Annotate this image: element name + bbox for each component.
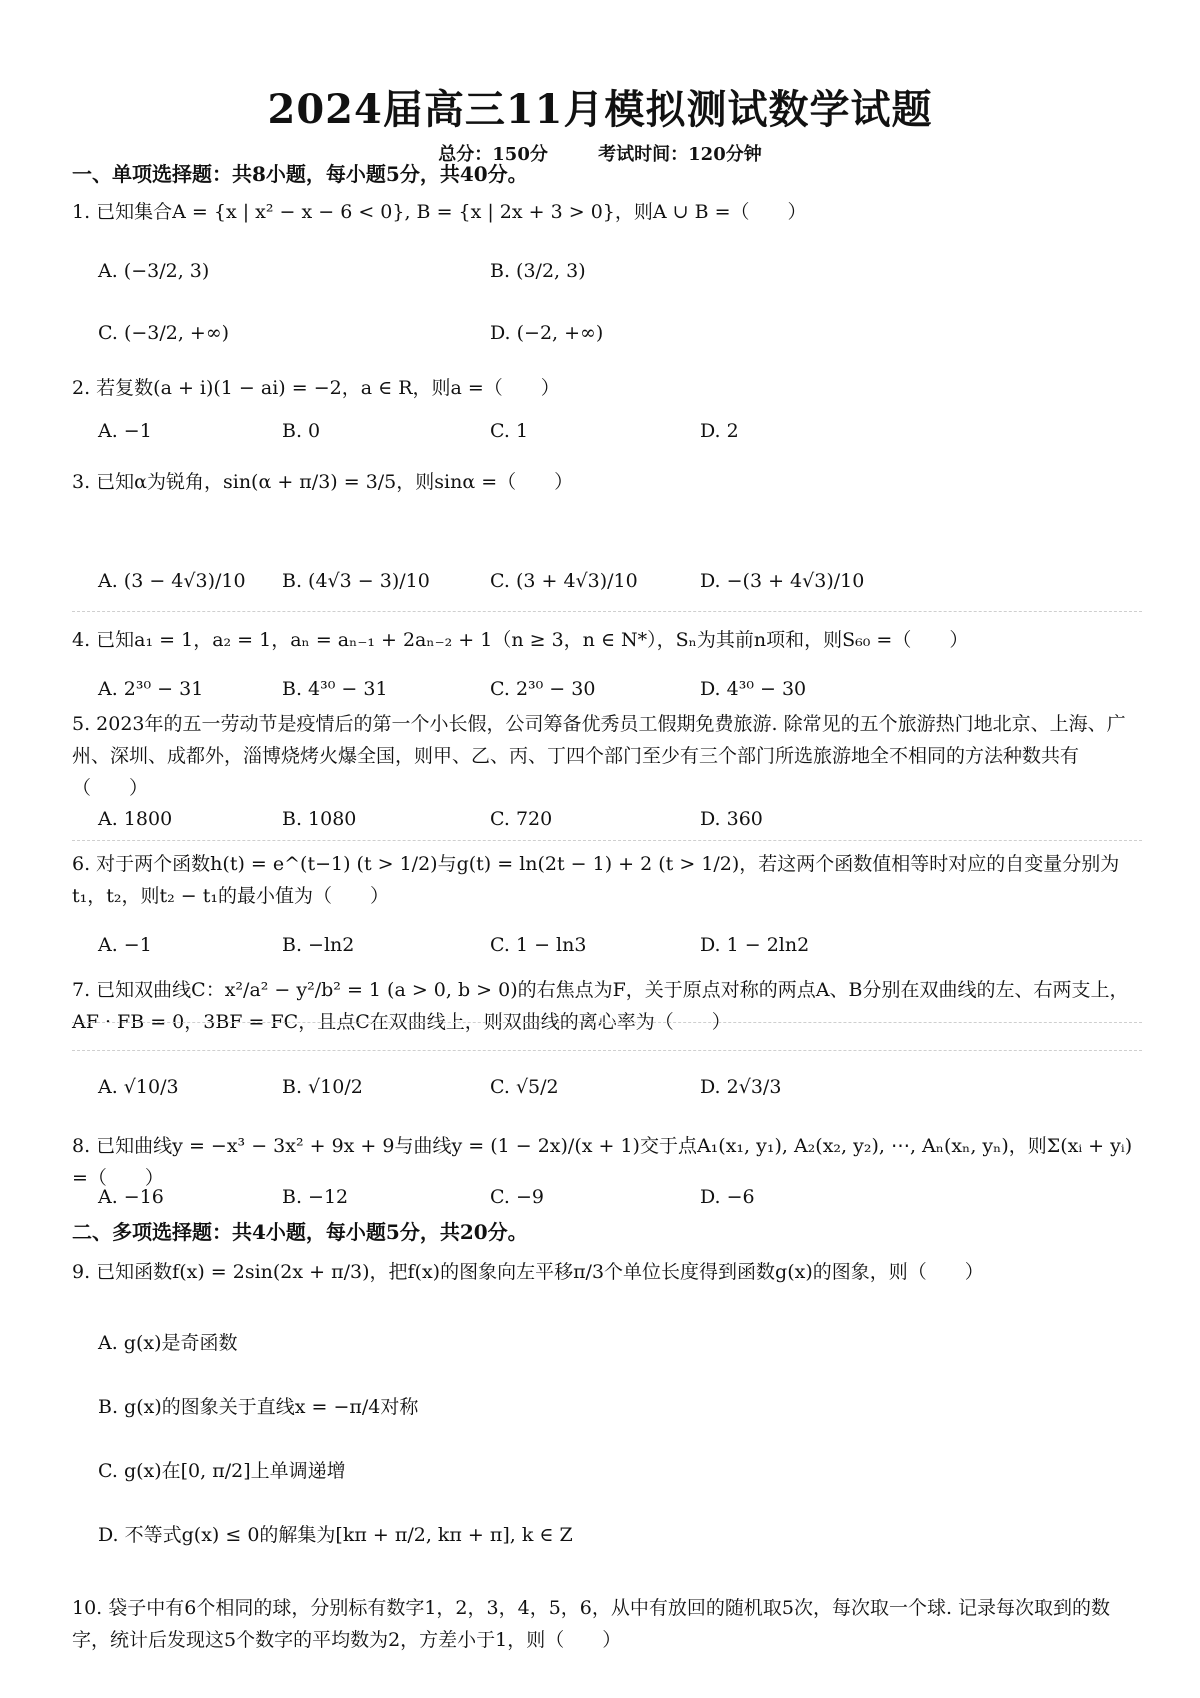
q9-option-d: D. 不等式g(x) ≤ 0的解集为[kπ + π/2, kπ + π], k ∈ Z <box>98 1524 573 1546</box>
q9-option-a: A. g(x)是奇函数 <box>98 1332 238 1354</box>
exam-time: 考试时间：120分钟 <box>598 144 762 165</box>
question-2: 2. 若复数(a + i)(1 − ai) = −2，a ∈ R，则a =（ ） <box>72 377 560 399</box>
section-heading-multiple-choice: 二、多项选择题：共4小题，每小题5分，共20分。 <box>72 1220 528 1244</box>
q2-option-c: C. 1 <box>490 420 529 442</box>
q4-option-d: D. 4³⁰ − 30 <box>700 678 807 700</box>
question-8: 8. 已知曲线y = −x³ − 3x² + 9x + 9与曲线y = (1 − 2x)/(x + 1)交于点A₁(x₁, y₁), A₂(x₂, y₂), ⋯, Aₙ(xₙ, yₙ)，则Σ(xᵢ + yᵢ) =（ ） <box>72 1135 1133 1189</box>
q1-option-d: D. (−2, +∞) <box>490 322 604 344</box>
q3-option-c: C. (3 + 4√3)/10 <box>490 570 638 592</box>
q5-option-a: A. 1800 <box>98 808 173 830</box>
q9-option-c: C. g(x)在[0, π/2]上单调递增 <box>98 1460 346 1482</box>
q1-option-a: A. (−3/2, 3) <box>98 260 210 282</box>
q6-option-d: D. 1 − 2ln2 <box>700 934 810 956</box>
q7-option-a: A. √10/3 <box>98 1076 179 1098</box>
divider <box>72 1050 1142 1051</box>
q1-option-b: B. (3/2, 3) <box>490 260 586 282</box>
q6-option-b: B. −ln2 <box>282 934 355 956</box>
q5-option-d: D. 360 <box>700 808 763 830</box>
q4-option-a: A. 2³⁰ − 31 <box>98 678 204 700</box>
q3-option-a: A. (3 − 4√3)/10 <box>98 570 246 592</box>
question-1: 1. 已知集合A = {x | x² − x − 6 < 0}, B = {x | 2x + 3 > 0}，则A ∪ B =（ ） <box>72 201 807 223</box>
q5-option-c: C. 720 <box>490 808 553 830</box>
q8-option-b: B. −12 <box>282 1186 349 1208</box>
q8-option-c: C. −9 <box>490 1186 544 1208</box>
q2-option-a: A. −1 <box>98 420 152 442</box>
q8-option-a: A. −16 <box>98 1186 164 1208</box>
q7-option-d: D. 2√3/3 <box>700 1076 782 1098</box>
q7-option-b: B. √10/2 <box>282 1076 363 1098</box>
section-heading-single-choice: 一、单项选择题：共8小题，每小题5分，共40分。 <box>72 162 528 186</box>
q4-option-b: B. 4³⁰ − 31 <box>282 678 388 700</box>
question-9: 9. 已知函数f(x) = 2sin(2x + π/3)，把f(x)的图象向左平移π/3个单位长度得到函数g(x)的图象，则（ ） <box>72 1261 984 1283</box>
q4-option-c: C. 2³⁰ − 30 <box>490 678 596 700</box>
question-7: 7. 已知双曲线C：x²/a² − y²/b² = 1 (a > 0, b > 0)的右焦点为F，关于原点对称的两点A、B分别在双曲线的左、右两支上，AF · FB = 0，3BF = FC，且点C在双曲线上，则双曲线的离心率为（ ） <box>72 979 1129 1033</box>
q6-option-c: C. 1 − ln3 <box>490 934 587 956</box>
exam-title: 2024届高三11月模拟测试数学试题 <box>267 86 933 133</box>
q1-option-c: C. (−3/2, +∞) <box>98 322 230 344</box>
q7-option-c: C. √5/2 <box>490 1076 559 1098</box>
q3-option-d: D. −(3 + 4√3)/10 <box>700 570 865 592</box>
total-score: 总分：150分 <box>438 144 548 165</box>
question-4: 4. 已知a₁ = 1，a₂ = 1，aₙ = aₙ₋₁ + 2aₙ₋₂ + 1（n ≥ 3，n ∈ N*），Sₙ为其前n项和，则S₆₀ =（ ） <box>72 629 969 651</box>
q8-option-d: D. −6 <box>700 1186 755 1208</box>
question-3: 3. 已知α为锐角，sin(α + π/3) = 3/5，则sinα =（ ） <box>72 471 574 493</box>
divider <box>72 611 1142 612</box>
q5-option-b: B. 1080 <box>282 808 357 830</box>
divider <box>72 1022 1142 1023</box>
q3-option-b: B. (4√3 − 3)/10 <box>282 570 430 592</box>
question-6: 6. 对于两个函数h(t) = e^(t−1) (t > 1/2)与g(t) = ln(2t − 1) + 2 (t > 1/2)，若这两个函数值相等时对应的自变量分别为t₁，t₂，则t₂ − t₁的最小值为（ ） <box>72 853 1120 907</box>
q9-option-b: B. g(x)的图象关于直线x = −π/4对称 <box>98 1396 419 1418</box>
question-10: 10. 袋子中有6个相同的球，分别标有数字1，2，3，4，5，6，从中有放回的随机取5次，每次取一个球. 记录每次取到的数字，统计后发现这5个数字的平均数为2，方差小于1，则（ ） <box>72 1597 1111 1651</box>
q2-option-b: B. 0 <box>282 420 321 442</box>
q6-option-a: A. −1 <box>98 934 152 956</box>
divider <box>72 840 1142 841</box>
question-5: 5. 2023年的五一劳动节是疫情后的第一个小长假，公司筹备优秀员工假期免费旅游. 除常见的五个旅游热门地北京、上海、广州、深圳、成都外，淄博烧烤火爆全国，则甲、乙、丙、丁四个部门至少有三个部门所选旅游地全不相同的方法种数共有（ ） <box>72 713 1126 799</box>
q2-option-d: D. 2 <box>700 420 739 442</box>
